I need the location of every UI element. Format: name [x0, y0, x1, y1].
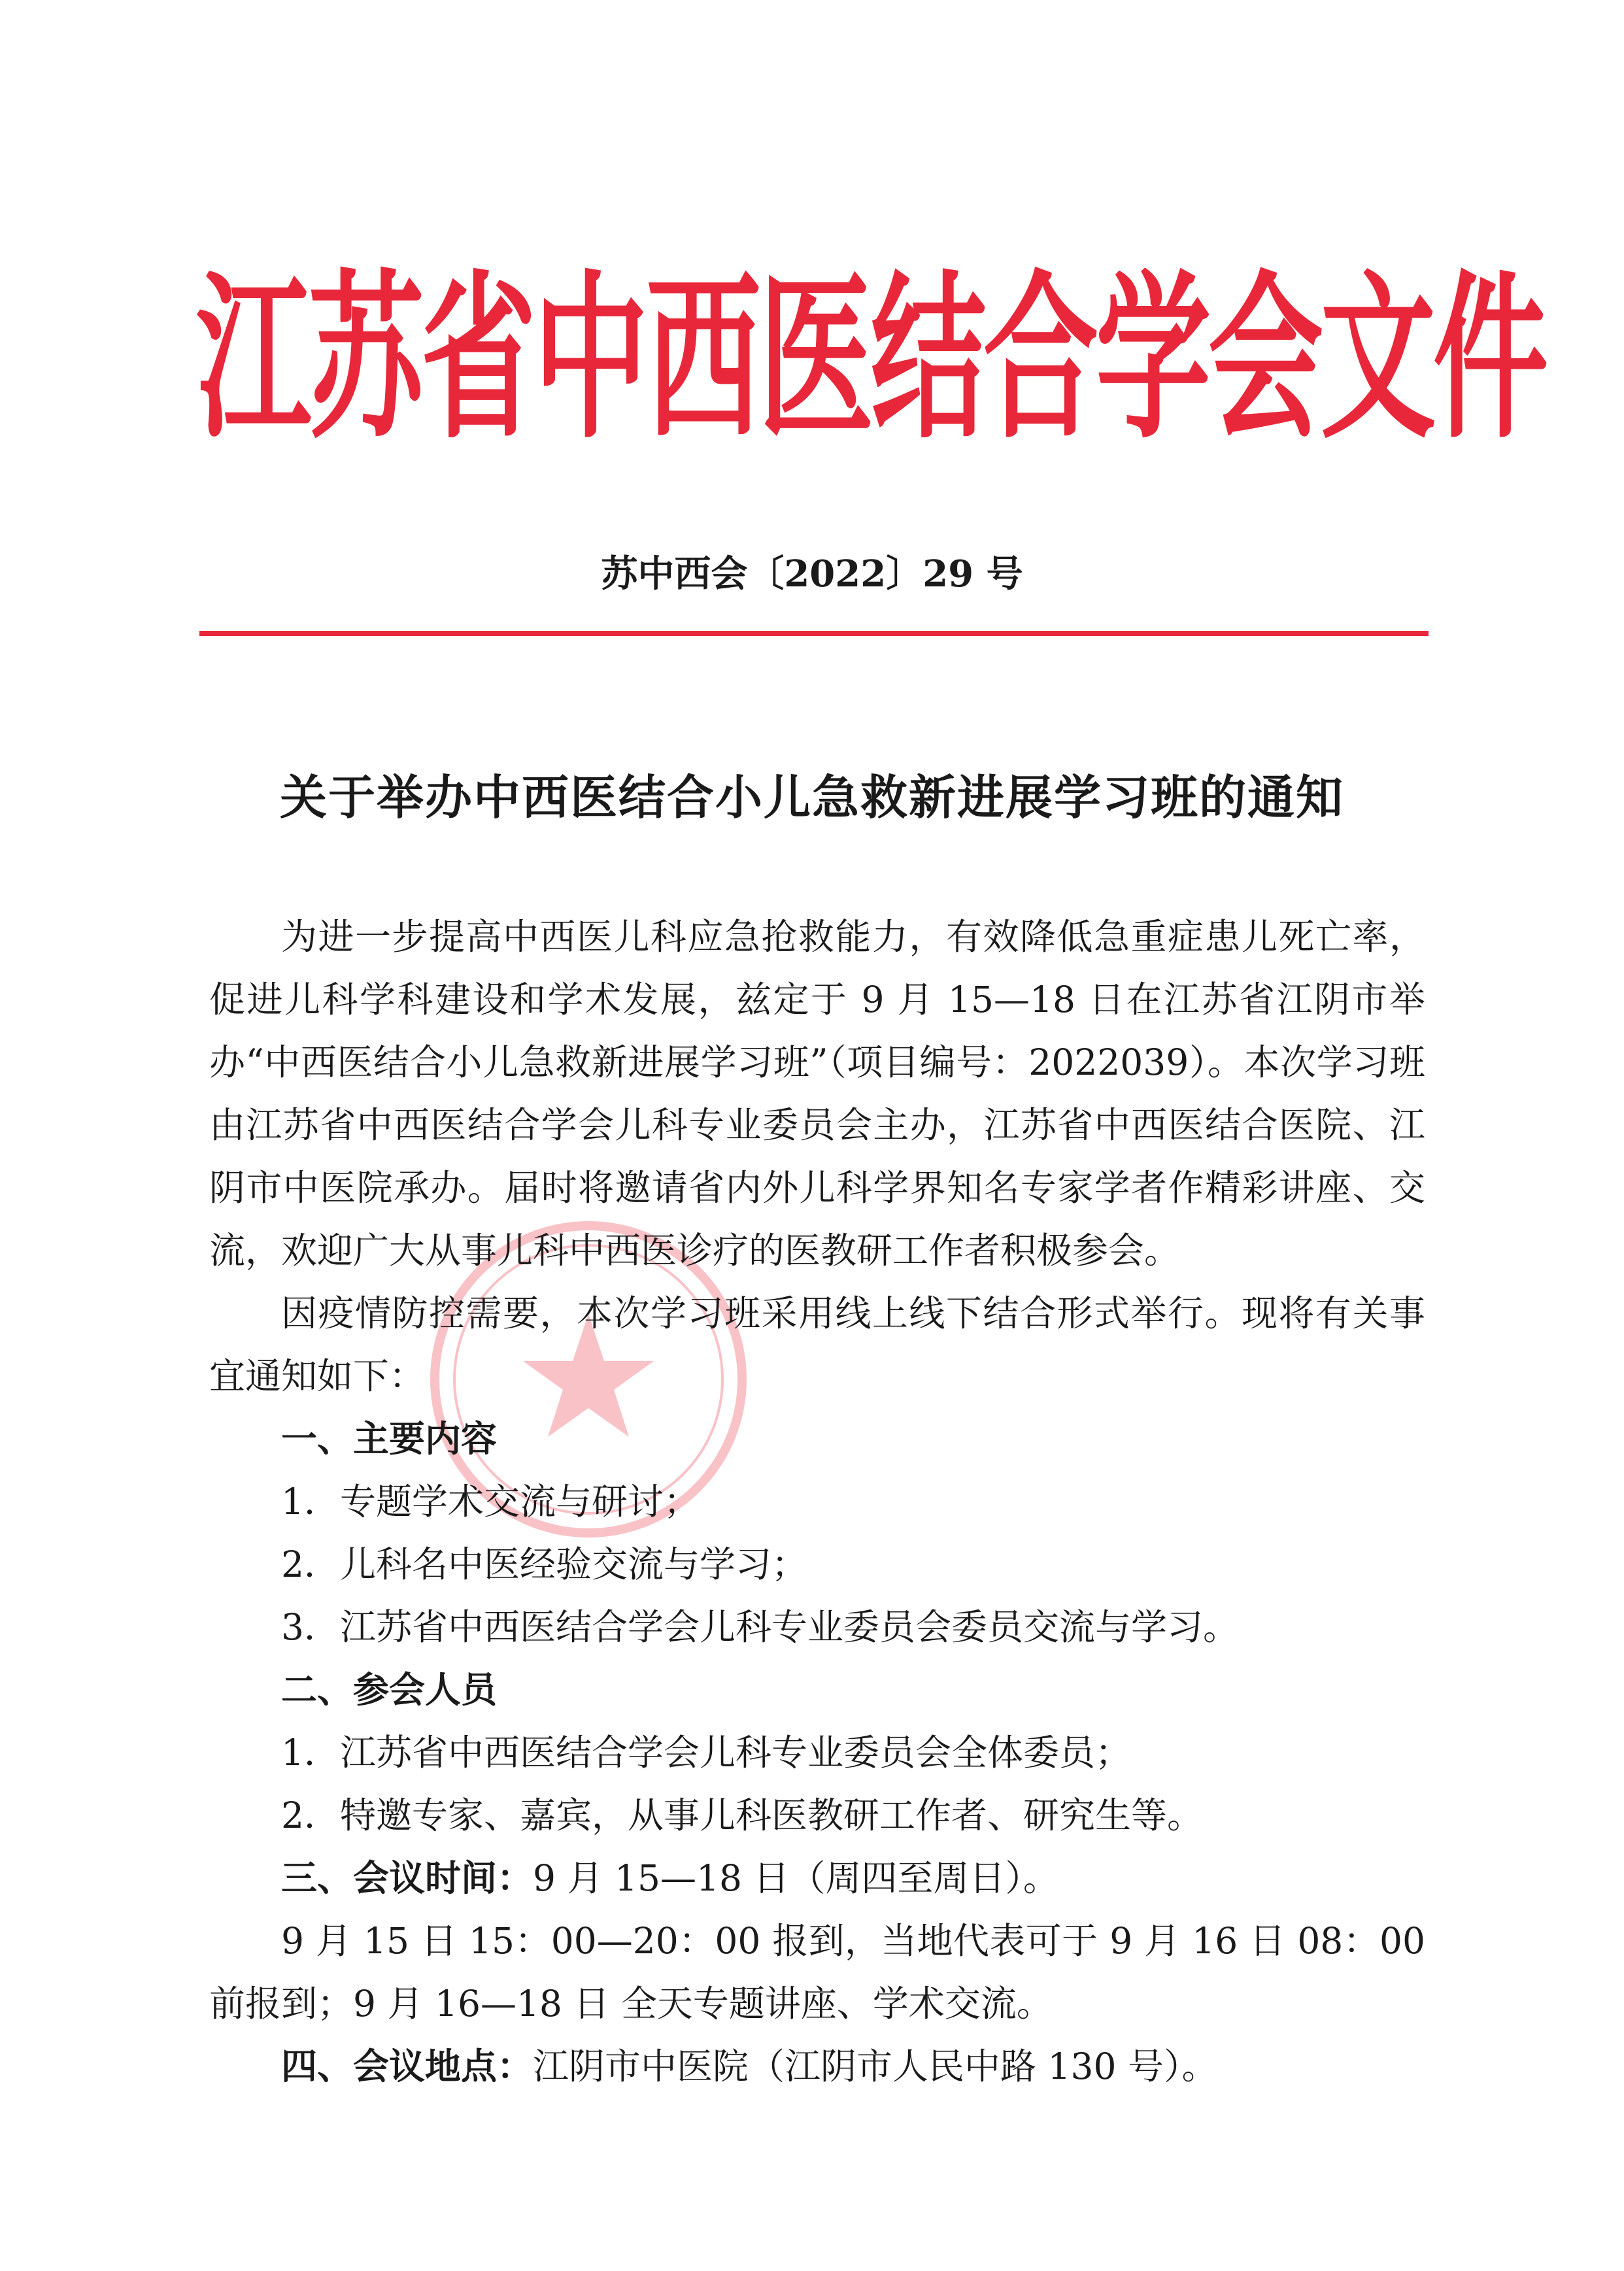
notice-title: 关于举办中西医结合小儿急救新进展学习班的通知 — [279, 769, 1344, 825]
meeting-location-label: 四、会议地点： — [281, 2045, 533, 2087]
list-item: 3．江苏省中西医结合学会儿科专业委员会委员交流与学习。 — [281, 1606, 1239, 1648]
document-header-title: 江苏省中西医结合学会文件 — [196, 255, 1546, 463]
meeting-time-value: 9 月 15—18 日（周四至周日）。 — [533, 1857, 1059, 1899]
document-number: 苏中西会〔2022〕29 号 — [601, 552, 1023, 596]
section-heading-content: 一、主要内容 — [281, 1418, 498, 1460]
meeting-location-value: 江阴市中医院（江阴市人民中路 130 号）。 — [533, 2045, 1218, 2087]
meeting-location-line — [209, 2035, 1425, 2098]
intro-paragraph: 为进一步提高中西医儿科应急抢救能力，有效降低急重症患儿死亡率，促进儿科学科建设和学术发展，兹定于 9 月 15—18 日在江苏省江阴市举办“中西医结合小儿急救新进展学习班”（项目编号：2022039）。本次学习班由江苏省中西医结合学会儿科专业委员会主办，江苏省中西医结合医院、江阴市中医院承办。届时将邀请省内外儿科学界知名专家学者作精彩讲座、交流，欢迎广大从事儿科中西医诊疗的医教研工作者积极参会。 — [209, 916, 1425, 1271]
document-body — [209, 905, 1425, 2098]
list-item: 1．专题学术交流与研讨； — [281, 1481, 700, 1522]
section-heading-participants: 二、参会人员 — [281, 1669, 498, 1711]
epidemic-paragraph: 因疫情防控需要，本次学习班采用线上线下结合形式举行。现将有关事宜通知如下： — [209, 1292, 1425, 1397]
list-item: 1．江苏省中西医结合学会儿科专业委员会全体委员； — [281, 1732, 1131, 1774]
meeting-time-line — [209, 1847, 1425, 1909]
meeting-time-detail: 9 月 15 日 15：00—20：00 报到，当地代表可于 9 月 16 日 08：00 前报到；9 月 16—18 日 全天专题讲座、学术交流。 — [209, 1920, 1425, 2025]
list-item: 2．特邀专家、嘉宾，从事儿科医教研工作者、研究生等。 — [281, 1794, 1203, 1836]
header-divider — [199, 631, 1429, 636]
meeting-time-label: 三、会议时间： — [281, 1857, 533, 1899]
list-item: 2．儿科名中医经验交流与学习； — [281, 1543, 807, 1585]
